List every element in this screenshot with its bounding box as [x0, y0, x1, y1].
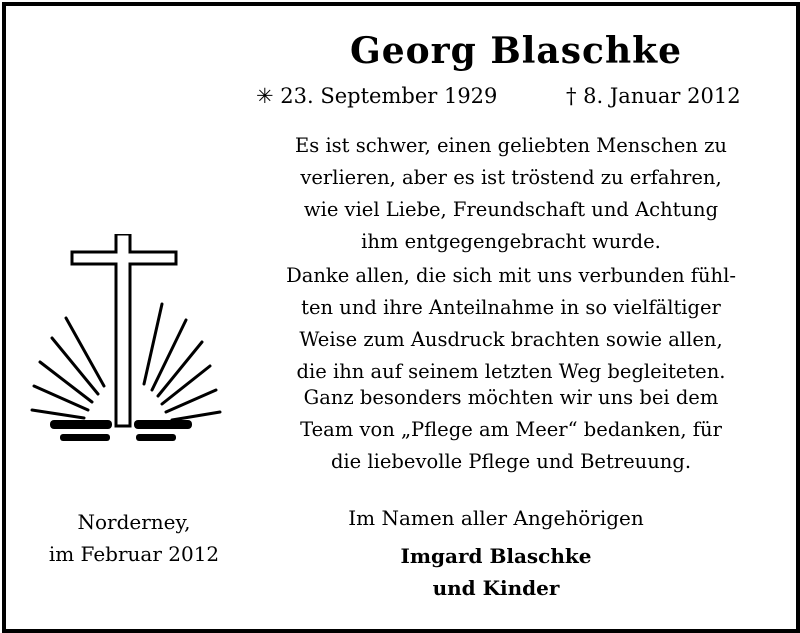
thanks-paragraph: [241, 260, 781, 388]
text-line: die liebevolle Pflege und Betreuung.: [330, 450, 692, 473]
obituary-notice: [2, 2, 800, 633]
date-line: im Februar 2012: [48, 542, 220, 566]
text-line: ten und ihre Anteilnahme in so vielfältiger: [301, 296, 721, 319]
birth-date: ✳ 23. September 1929: [256, 84, 498, 108]
signer-name: Imgard Blaschke: [400, 544, 592, 568]
condolence-paragraph: [241, 130, 781, 258]
special-thanks-paragraph: [241, 382, 781, 478]
signer-family: und Kinder: [432, 576, 560, 600]
place-date: [24, 506, 244, 570]
text-line: Weise zum Ausdruck brachten sowie allen,: [299, 328, 723, 351]
text-line: Es ist schwer, einen geliebten Menschen zu: [295, 134, 727, 157]
deceased-name: Georg Blaschke: [350, 30, 682, 72]
text-line: Danke allen, die sich mit uns verbunden fühl-: [286, 264, 736, 287]
signer: [306, 540, 686, 604]
text-line: verlieren, aber es ist tröstend zu erfahren,: [300, 166, 722, 189]
text-line: Team von „Pflege am Meer“ bedanken, für: [300, 418, 722, 441]
text-line: Ganz besonders möchten wir uns bei dem: [303, 386, 719, 409]
cross-sunrise-icon: [26, 234, 226, 444]
text-line: wie viel Liebe, Freundschaft und Achtung: [303, 198, 719, 221]
text-line: die ihn auf seinem letzten Weg begleiteten.: [296, 360, 726, 383]
text-line: ihm entgegengebracht wurde.: [361, 230, 661, 253]
signoff: Im Namen aller Angehörigen: [348, 506, 644, 530]
place-line: Norderney,: [77, 510, 191, 534]
death-date: † 8. Januar 2012: [566, 84, 741, 108]
